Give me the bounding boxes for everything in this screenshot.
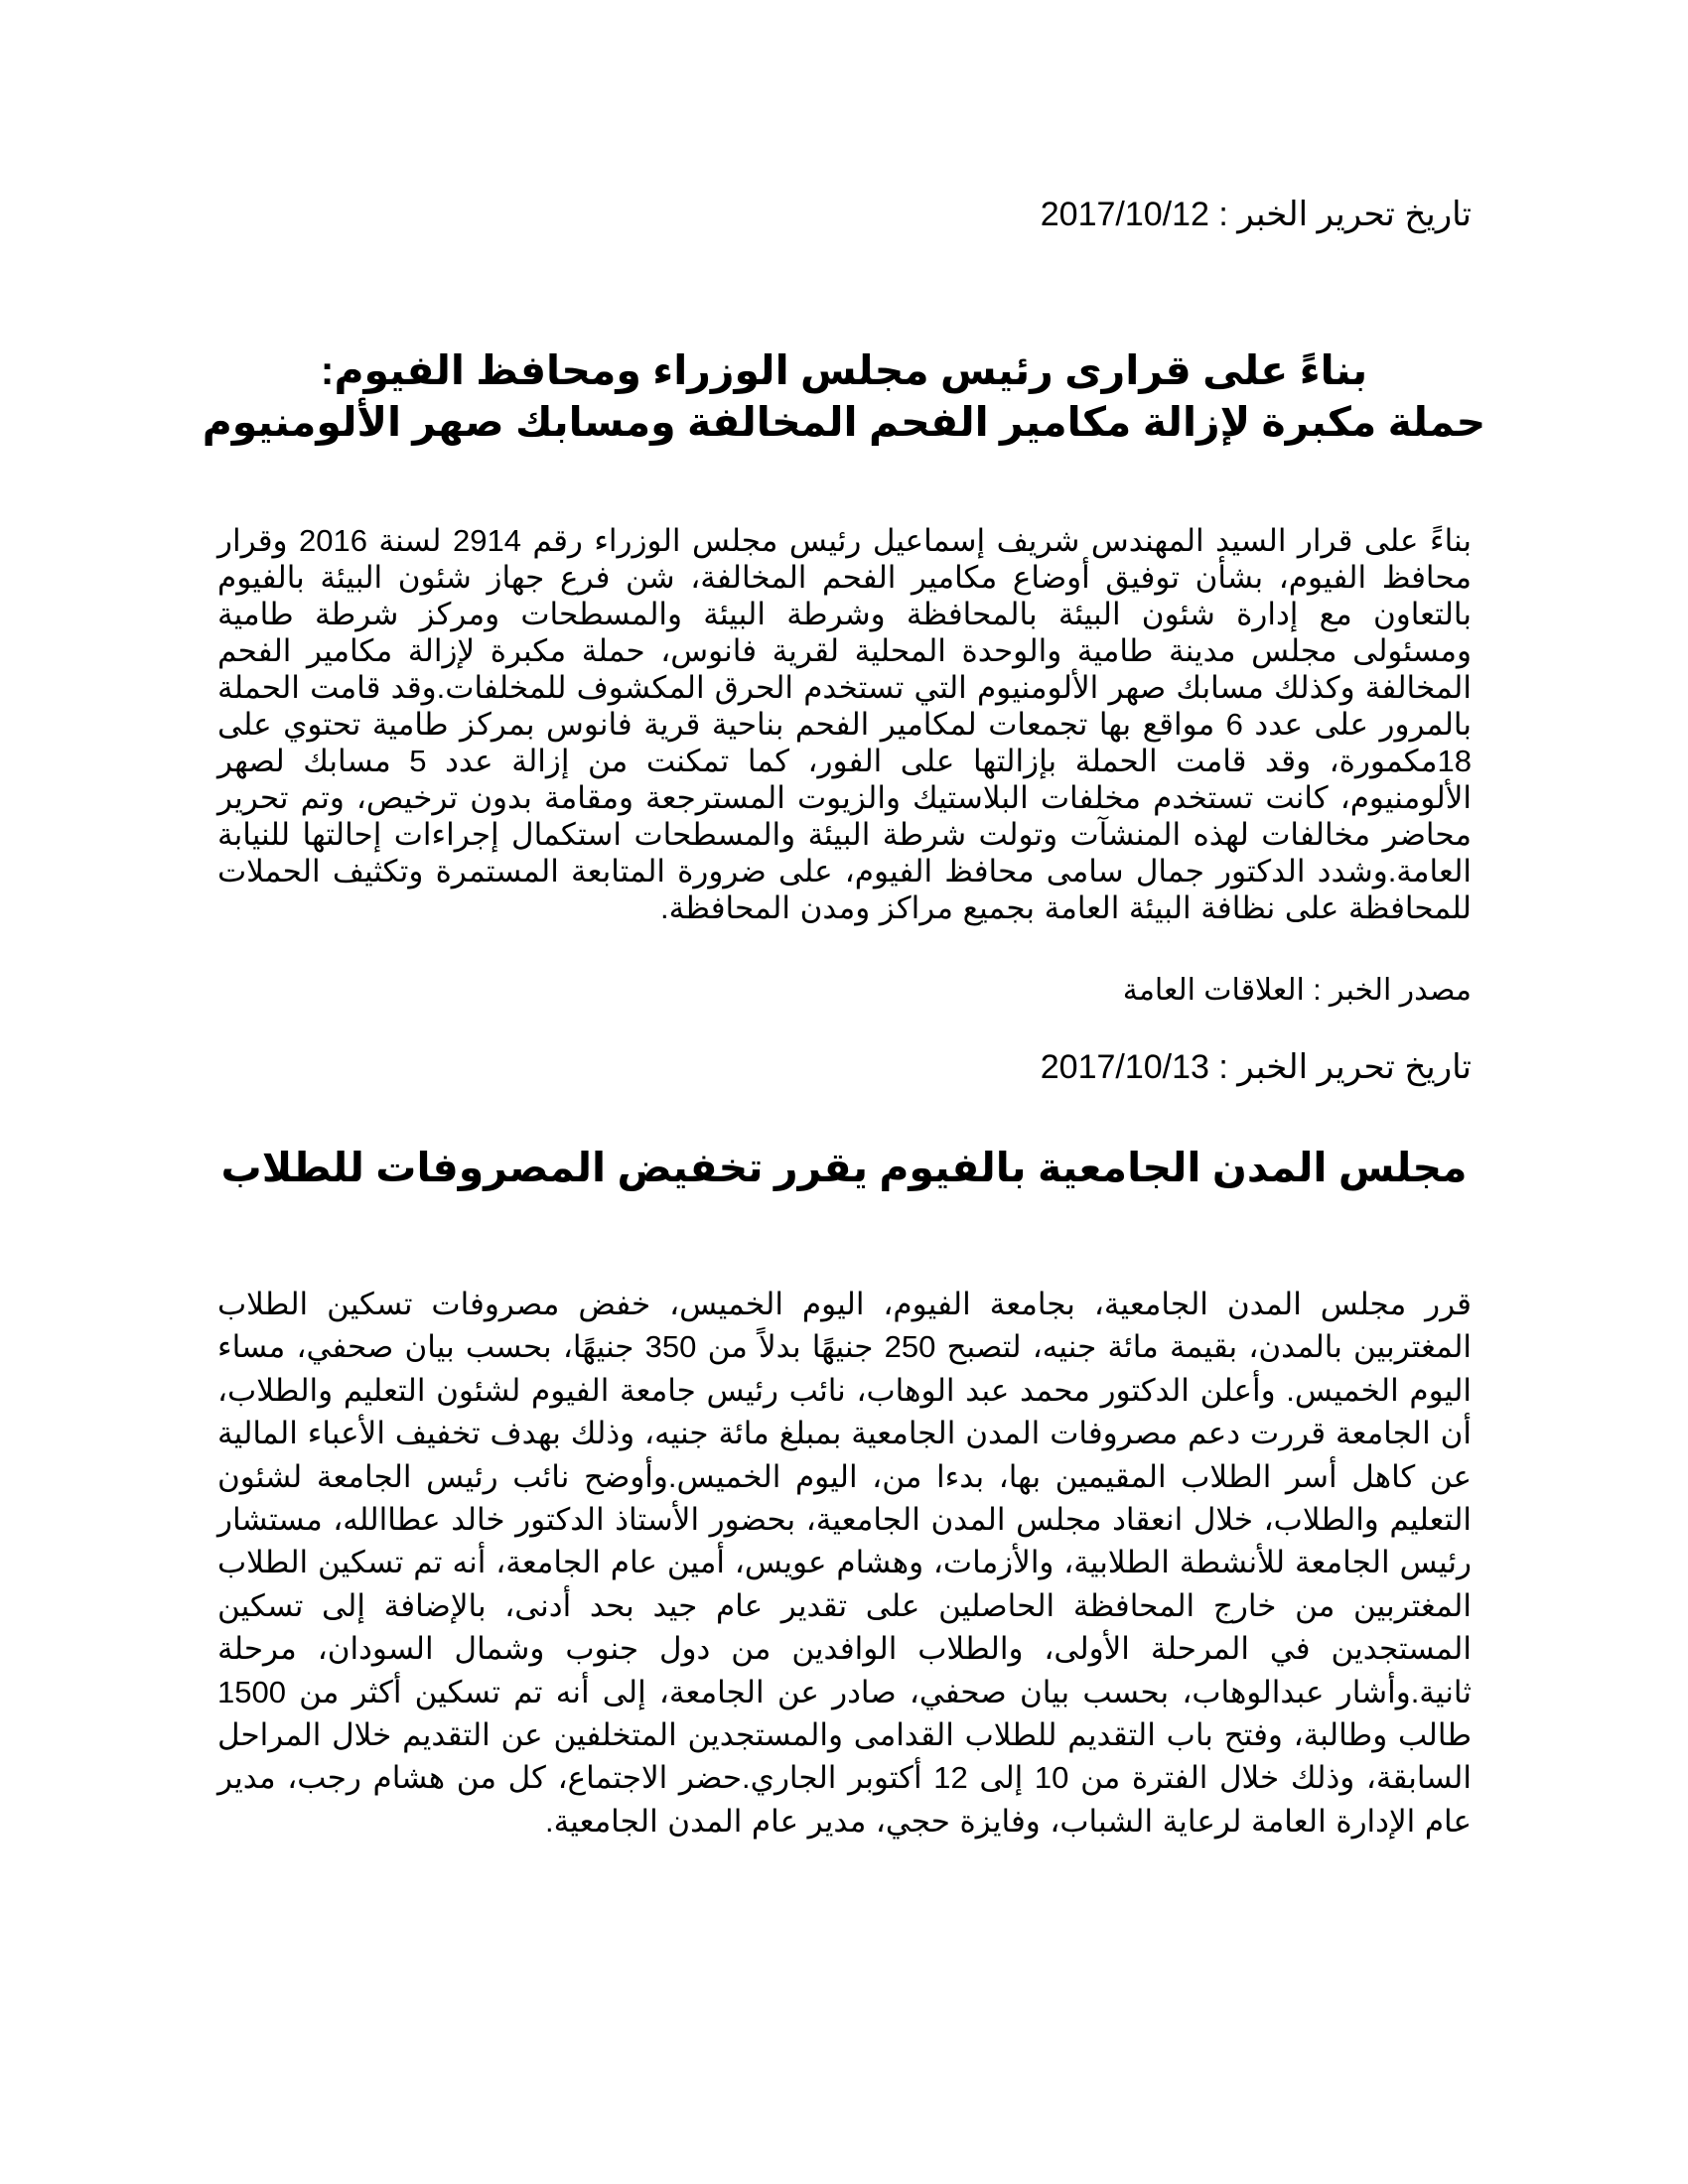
article-1-title-line-2: حملة مكبرة لإزالة مكامير الفحم المخالفة ومسابك صهر الألومنيوم — [202, 399, 1486, 445]
article-1-date-line: تاريخ تحرير الخبر : 2017/10/12 — [1040, 196, 1472, 233]
article-1-title-line-1: بناءً على قرارى رئيس مجلس الوزراء ومحافظ الفيوم: — [320, 347, 1368, 393]
article-2-title-line-1: مجلس المدن الجامعية بالفيوم يقرر تخفيض المصروفات للطلاب — [220, 1145, 1468, 1190]
article-1-source-line: مصدر الخبر : العلاقات العامة — [1122, 974, 1472, 1007]
article-2-body: قرر مجلس المدن الجامعية، بجامعة الفيوم، اليوم الخميس، خفض مصروفات تسكين الطلاب المغتربين بالمدن، بقيمة مائة جنيه، لتصبح 250 جنيهًا بدلاً من 350 جنيهًا، بحسب بيان صحفي، مساء اليوم الخميس. وأعلن الدكتور محمد عبد الوهاب، نائب رئيس جامعة الفيوم لشئون التعليم والطلاب، أن الجامعة قررت دعم مصروفات المدن الجامعية بمبلغ مائة جنيه، وذلك بهدف تخفيف الأعباء المالية عن كاهل أسر الطلاب المقيمين بها، بدءا من، اليوم الخميس.وأوضح نائب رئيس الجامعة لشئون التعليم والطلاب، خلال انعقاد مجلس المدن الجامعية، بحضور الأستاذ الدكتور خالد عطاالله، مستشار رئيس الجامعة للأنشطة الطلابية، والأزمات، وهشام عويس، أمين عام الجامعة، أنه تم تسكين الطلاب المغتربين من خارج المحافظة الحاصلين على تقدير عام جيد بحد أدنى، بالإضافة إلى تسكين المستجدين في المرحلة الأولى، والطلاب الوافدين من دول جنوب وشمال السودان، مرحلة ثانية.وأشار عبدالوهاب، بحسب بيان صحفي، صادر عن الجامعة، إلى أنه تم تسكين أكثر من 1500 طالب وطالبة، وفتح باب التقديم للطلاب القدامى والمستجدين المتخلفين عن التقديم خلال المراحل السابقة، وذلك خلال الفترة من 10 إلى 12 أكتوبر الجاري.حضر الاجتماع، كل من هشام رجب، مدير عام الإدارة العامة لرعاية الشباب، وفايزة حجي، مدير عام المدن الجامعية. — [217, 1287, 1473, 1839]
article-1-title — [199, 344, 1489, 448]
article-2-title — [199, 1142, 1489, 1193]
article-1-body: بناءً على قرار السيد المهندس شريف إسماعيل رئيس مجلس الوزراء رقم 2914 لسنة 2016 وقرار محافظ الفيوم، بشأن توفيق أوضاع مكامير الفحم المخالفة، شن فرع جهاز شئون البيئة بالفيوم بالتعاون مع إدارة شئون البيئة بالمحافظة وشرطة البيئة والمسطحات ومركز شرطة طامية ومسئولى مجلس مدينة طامية والوحدة المحلية لقرية فانوس، حملة مكبرة لإزالة مكامير الفحم المخالفة وكذلك مسابك صهر الألومنيوم التي تستخدم الحرق المكشوف للمخلفات.وقد قامت الحملة بالمرور على عدد 6 مواقع بها تجمعات لمكامير الفحم بناحية قرية فانوس بمركز طامية تحتوي على 18مكمورة، وقد قامت الحملة بإزالتها على الفور، كما تمكنت من إزالة عدد 5 مسابك لصهر الألومنيوم، كانت تستخدم مخلفات البلاستيك والزيوت المسترجعة ومقامة بدون ترخيص، وتم تحرير محاضر مخالفات لهذه المنشآت وتولت شرطة البيئة والمسطحات استكمال إجراءات إحالتها للنيابة العامة.وشدد الدكتور جمال سامى محافظ الفيوم، على ضرورة المتابعة المستمرة وتكثيف الحملات للمحافظة على نظافة البيئة العامة بجميع مراكز ومدن المحافظة. — [217, 523, 1472, 925]
article-2-date-line: تاريخ تحرير الخبر : 2017/10/13 — [1040, 1048, 1472, 1086]
